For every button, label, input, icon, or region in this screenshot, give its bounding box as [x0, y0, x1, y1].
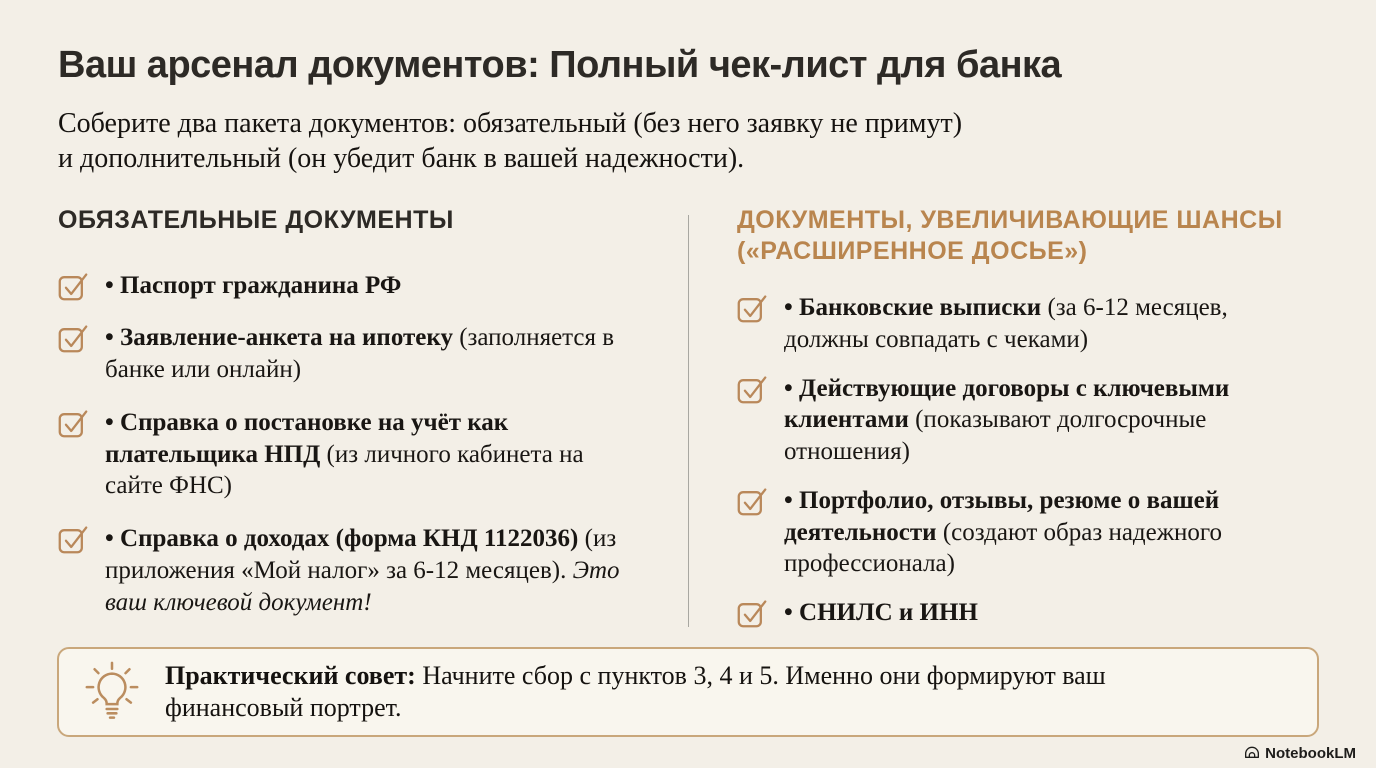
list-item-text: • СНИЛС и ИНН [784, 599, 978, 626]
section-extra-documents [737, 205, 1293, 646]
columns-container [58, 205, 1318, 646]
list-item-text: • Справка о постановке на учёт как плательщика НПД (из личного кабинета на сайте ФНС) [105, 408, 584, 500]
checkbox-checked-icon [737, 293, 767, 323]
tip-label: Практический совет: [165, 660, 416, 690]
list-item [58, 407, 658, 502]
list-item [737, 485, 1293, 580]
list-item [58, 322, 658, 386]
checkbox-checked-icon [737, 598, 767, 628]
mandatory-documents-heading: ОБЯЗАТЕЛЬНЫЕ ДОКУМЕНТЫ [58, 206, 454, 234]
bullet: • [784, 374, 793, 402]
checkbox-checked-icon [737, 374, 767, 404]
checkbox-checked-icon [58, 271, 88, 301]
bullet: • [105, 271, 114, 299]
checkbox-checked-icon [58, 408, 88, 438]
extra-documents-heading: ДОКУМЕНТЫ, УВЕЛИЧИВАЮЩИЕ ШАНСЫ («РАСШИРЕННОЕ ДОСЬЕ») [737, 206, 1283, 265]
list-item [58, 270, 658, 302]
list-item-text: • Действующие договоры с ключевыми клиентами (показывают долгосрочные отношения) [784, 374, 1230, 465]
section-mandatory-documents [58, 205, 658, 646]
checkbox-checked-icon [58, 524, 88, 554]
practical-tip-callout [57, 647, 1319, 737]
bullet: • [105, 324, 114, 352]
list-item [737, 292, 1293, 356]
bullet: • [784, 599, 793, 626]
subtitle-line-1: Соберите два пакета документов: обязательный (без него заявку не примут) [58, 108, 963, 139]
bullet: • [105, 525, 114, 552]
list-item-text: • Паспорт гражданина РФ [105, 271, 402, 299]
list-item [737, 373, 1293, 468]
tip-body: Начните сбор с пунктов 3, 4 и 5. Именно они формируют ваш финансовый портрет. [165, 660, 1106, 722]
subtitle-line-2: и дополнительный (он убедит банк в вашей надежности). [58, 143, 745, 175]
list-item-text: • Заявление-анкета на ипотеку (заполняется в банке или онлайн) [105, 324, 615, 383]
checkbox-checked-icon [58, 323, 88, 353]
list-item-text: • Справка о доходах (форма КНД 1122036) (из приложения «Мой налог» за 6-12 месяцев). Это ваш ключевой документ! [105, 525, 620, 616]
page-title: Ваш арсенал документов: Полный чек-лист для банка [58, 44, 1062, 86]
list-item-text: • Портфолио, отзывы, резюме о вашей деятельности (создают образ надежного профессионала) [784, 486, 1223, 578]
list-item-text: • Банковские выписки (за 6-12 месяцев, должны совпадать с чеками) [784, 294, 1228, 353]
column-divider [688, 215, 689, 627]
bullet: • [105, 408, 114, 436]
checkbox-checked-icon [737, 486, 767, 516]
bullet: • [784, 486, 793, 514]
notebooklm-logo-icon [1244, 746, 1260, 762]
lightbulb-icon [81, 661, 143, 723]
list-item [58, 523, 658, 618]
notebooklm-brand [1244, 745, 1356, 762]
page-subtitle [58, 106, 962, 177]
notebooklm-brand-label: NotebookLM [1265, 745, 1356, 762]
tip-text [165, 660, 1245, 725]
list-item [737, 597, 1293, 629]
bullet: • [784, 294, 793, 321]
